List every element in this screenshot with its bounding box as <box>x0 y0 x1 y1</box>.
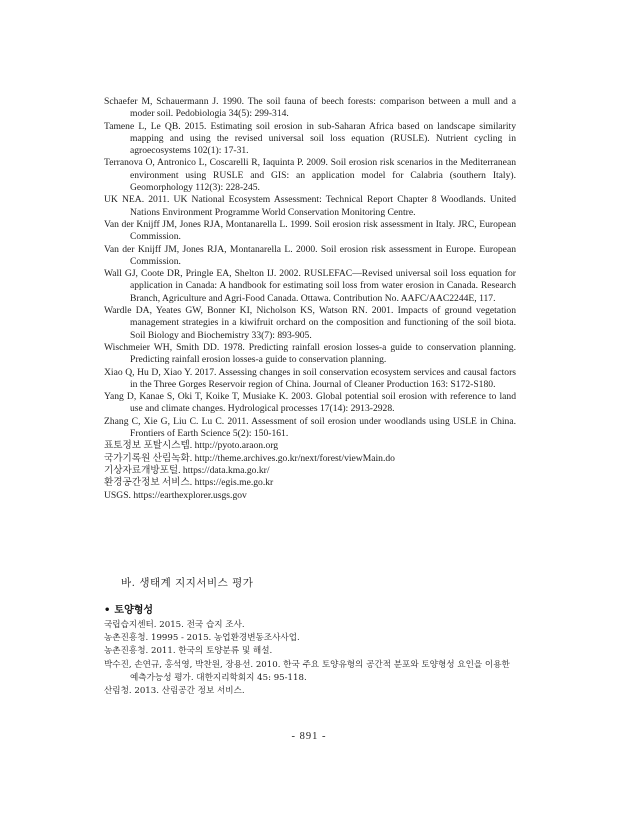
reference-item: 농촌진흥청. 2011. 한국의 토양분류 및 해설. <box>104 646 273 657</box>
reference-item: Zhang C, Xie G, Liu C. Lu C. 2011. Assessment of soil erosion under woodlands using USLE in China. Frontiers of Earth Science 5(2): 150-161. <box>104 415 516 440</box>
korean-reference-list <box>104 619 516 698</box>
reference-item: 기상자료개방포털. https://data.kma.go.kr/ <box>104 464 270 476</box>
reference-item: 국립습지센터. 2015. 전국 습지 조사. <box>104 620 245 630</box>
reference-item: Van der Knijff JM, Jones RJA, Montanarella L. 2000. Soil erosion risk assessment in Europe. European Commission. <box>104 243 516 267</box>
reference-item: Yang D, Kanae S, Oki T, Koike T, Musiake K. 2003. Global potential soil erosion with reference to land use and climate changes. Hydrological processes 17(14): 2913-2928. <box>104 391 516 415</box>
reference-item: Tamene L, Le QB. 2015. Estimating soil erosion in sub-Saharan Africa based on landscape similarity mapping and using the revised universal soil loss equation (RUSLE). Nutrient cycling in agroecosystems 102(1): 17-31. <box>104 120 516 157</box>
page-number: - 891 - <box>291 731 327 742</box>
reference-item: Xiao Q, Hu D, Xiao Y. 2017. Assessing changes in soil conservation ecosystem services and causal factors in the Three Gorges Reservoir region of China. Journal of Cleaner Production 163: S172-S180. <box>104 366 516 390</box>
bullet-icon: • <box>104 605 111 616</box>
reference-item: 표토정보 포탈시스템. http://pyoto.araon.org <box>104 440 279 452</box>
reference-item: Terranova O, Antronico L, Coscarelli R, Iaquinta P. 2009. Soil erosion risk scenarios in the Mediterranean environment using RUSLE and GIS: an application model for Calabria (southern Italy). Geomorphology 112(3): 228-245. <box>104 157 516 194</box>
reference-item: Wall GJ, Coote DR, Pringle EA, Shelton IJ. 2002. RUSLEFAC—Revised universal soil loss equation for application in Canada: A handbook for estimating soil loss from water erosion in Canada. Research Branch, Agriculture and Agri-Food Canada. Ottawa. Contribution No. AAFC/AAC2244E, 117. <box>104 268 516 304</box>
reference-item: 국가기록원 산림녹화. http://theme.archives.go.kr/next/forest/viewMain.do <box>104 452 395 464</box>
reference-item: 농촌진흥청. 19995 - 2015. 농업환경변동조사사업. <box>104 633 300 644</box>
reference-item: Wardle DA, Yeates GW, Bonner KI, Nicholson KS, Watson RN. 2001. Impacts of ground vegetation management strategies in a kiwifruit orchard on the composition and functioning of the soil biota. Soil Biology and Biochemistry 33(7): 893-905. <box>104 305 516 341</box>
reference-list <box>104 96 516 502</box>
section-title: 바. 생태계 지지서비스 평가 <box>121 577 254 589</box>
subsection-title: 토양형성 <box>114 605 154 616</box>
reference-item: Wischmeier WH, Smith DD. 1978. Predicting rainfall erosion losses-a guide to conservation planning. Predicting rainfall erosion losses-a guide to conservation planning. <box>104 341 516 366</box>
reference-item: 환경공간정보 서비스. https://egis.me.go.kr <box>104 477 274 489</box>
reference-item: Van der Knijff JM, Jones RJA, Montanarella L. 1999. Soil erosion risk assessment in Italy. JRC, European Commission. <box>104 218 516 243</box>
reference-item: USGS. https://earthexplorer.usgs.gov <box>104 489 247 501</box>
subsection-heading <box>104 601 153 616</box>
reference-item: Schaefer M, Schauermann J. 1990. The soil fauna of beech forests: comparison between a mull and a moder soil. Pedobiologia 34(5): 299-314. <box>104 96 516 120</box>
reference-item: 산림청. 2013. 산림공간 정보 서비스. <box>104 686 245 697</box>
reference-item: 박수진, 손연규, 홍석영, 박찬원, 장용선. 2010. 한국 주요 토양유형의 공간적 분포와 토양형성 요인을 이용한 예측가능성 평가. 대한지리학회지 45: 95-118. <box>104 659 510 683</box>
reference-item: UK NEA. 2011. UK National Ecosystem Assessment: Technical Report Chapter 8 Woodlands. United Nations Environment Programme World Conservation Monitoring Centre. <box>104 194 516 218</box>
